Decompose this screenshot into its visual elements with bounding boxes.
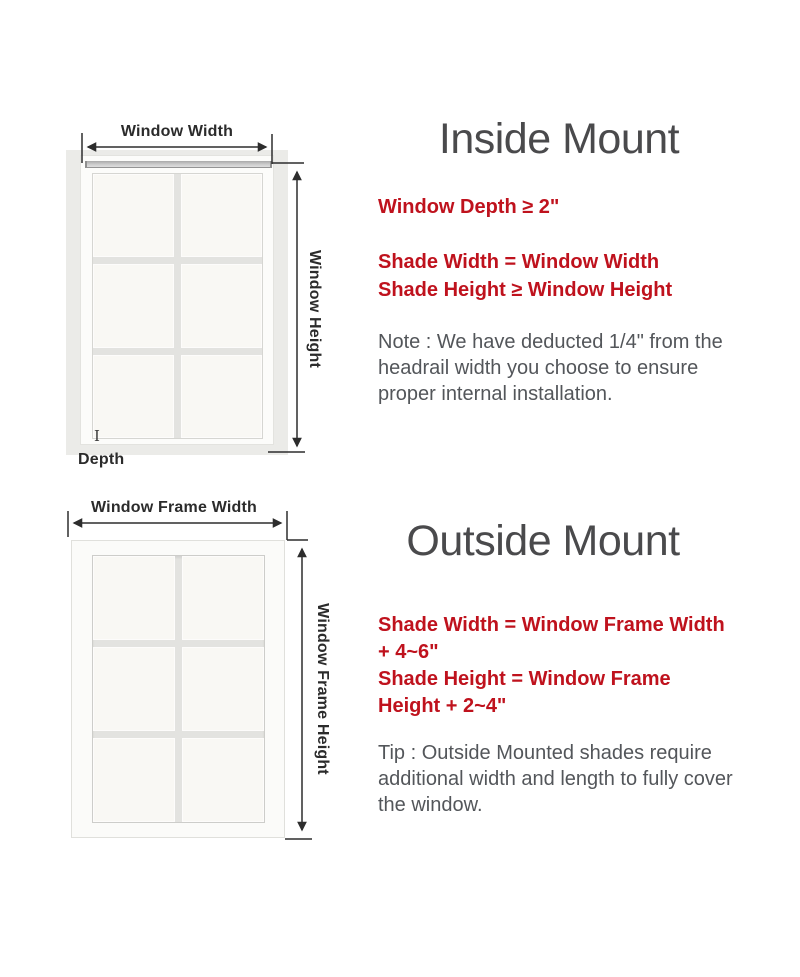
window-pane (93, 647, 175, 731)
outside-rule-width-line2: + 4~6" (378, 641, 439, 663)
outside-rule-height-line2: Height + 2~4" (378, 695, 507, 717)
depth-label: Depth (78, 451, 125, 468)
window-pane (182, 556, 264, 640)
depth-marker-icon: I (94, 427, 100, 445)
window-pane (93, 738, 175, 822)
window-frame-width-label: Window Frame Width (91, 499, 257, 516)
inside-mount-note: Note : We have deducted 1/4" from the headrail width you choose to ensure proper internal installation. (378, 331, 723, 405)
window-height-label: Window Height (306, 250, 323, 368)
inside-window-illustration (66, 150, 288, 455)
window-pane (181, 264, 262, 347)
window-pane (181, 174, 262, 257)
window-pane (182, 647, 264, 731)
window-pane (93, 556, 175, 640)
window-pane (93, 174, 174, 257)
outside-window-illustration (71, 540, 285, 838)
outside-window-panes (92, 555, 265, 823)
inside-rules (378, 248, 672, 304)
window-pane (93, 355, 174, 438)
outside-rule-width-line1: Shade Width = Window Frame Width (378, 614, 725, 636)
window-pane (93, 264, 174, 347)
outside-mount-heading: Outside Mount (406, 517, 680, 565)
window-width-label: Window Width (120, 123, 234, 140)
inside-window-panes (92, 173, 263, 439)
window-pane (181, 355, 262, 438)
inside-rule-width: Shade Width = Window Width (378, 251, 660, 273)
outside-rule-height-line1: Shade Height = Window Frame (378, 668, 671, 690)
inside-rule-height: Shade Height ≥ Window Height (378, 279, 673, 301)
window-pane (182, 738, 264, 822)
inside-window-frame (80, 155, 274, 445)
inside-rule-depth: Window Depth ≥ 2" (378, 196, 560, 218)
shade-headrail (85, 161, 272, 168)
outside-mount-tip: Tip : Outside Mounted shades require additional width and length to fully cover the window. (378, 742, 733, 816)
outside-rules (378, 612, 725, 720)
inside-mount-heading: Inside Mount (438, 115, 680, 163)
window-frame-height-label: Window Frame Height (314, 603, 331, 775)
